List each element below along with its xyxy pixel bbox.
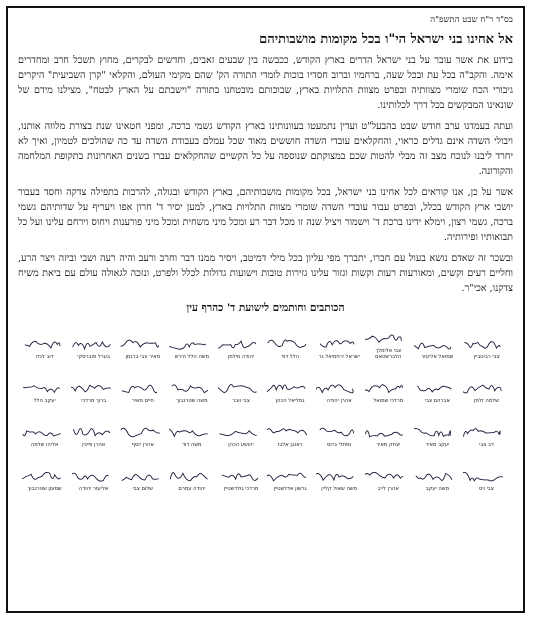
handwritten-signature-scribble — [169, 423, 215, 441]
signer-name: שלמה זלמן — [474, 398, 499, 404]
signature — [413, 467, 462, 492]
signer-name: נפתלי גרוס — [327, 442, 352, 448]
handwritten-signature-scribble — [414, 467, 460, 485]
signer-name: שמואל אליעזר — [421, 354, 454, 360]
signature — [216, 467, 265, 492]
handwritten-signature-scribble — [71, 423, 117, 441]
signatures-area — [18, 320, 513, 498]
handwritten-signature-scribble — [365, 467, 411, 485]
signature-row — [18, 452, 513, 492]
signature — [118, 379, 167, 404]
signature — [266, 335, 315, 360]
handwritten-signature-scribble — [169, 467, 215, 485]
handwritten-signature-scribble — [365, 329, 411, 347]
signer-name: אהרן יהודה — [326, 398, 352, 404]
signature — [413, 379, 462, 404]
signature — [462, 423, 511, 448]
signer-name: שמעון שטרנבוך — [27, 486, 62, 492]
signer-name: בערל פוברסקי — [77, 354, 110, 360]
signature — [69, 335, 118, 360]
signature — [118, 423, 167, 448]
signature — [167, 423, 216, 448]
signer-name: משה שאול קליין — [321, 486, 358, 492]
signature — [462, 379, 511, 404]
signer-name: ברוך מרדכי — [81, 398, 107, 404]
signer-name: אהרן יוסף — [131, 442, 154, 448]
signature — [118, 467, 167, 492]
handwritten-signature-scribble — [218, 335, 264, 353]
signer-name: דוב לנדו — [35, 354, 54, 360]
signer-name: חיים מאיר — [131, 398, 154, 404]
signer-name: יעקב מאיר — [425, 442, 450, 448]
signer-name: יעקב הלל — [33, 398, 56, 404]
handwritten-signature-scribble — [120, 423, 166, 441]
handwritten-signature-scribble — [267, 379, 313, 397]
paragraph-3: אשר על כן, אנו קוראים לכל אחינו בני ישראל, בכל מקומות מושבותיהם, בארץ הקודש ובגולה, להרבות בתפילה צדקה וחסד בעבור יושבי ארץ הקודש בכלל, ובפרט עבור עובדי השדה שומרי מצוות התלויות בארץ, למען יסיר ד' חרון אפו ויעריף על שדותיהם גשמי ברכה, גשמי רצון, וימלא ידינו ברכת ד' וישמור ויציל שנה זו מכל דבר רע ומכל מיני משחית ומכל מיני פורענות ויחוס וירחם עלינו ועל כל תבואותיו ופירותיה. — [18, 187, 513, 243]
signature-row — [18, 320, 513, 360]
signature — [167, 379, 216, 404]
signer-name: צבי רבינוביץ — [473, 354, 500, 360]
handwritten-signature-scribble — [22, 467, 68, 485]
paragraph-1: בידוע את אשר עובר על בני ישראל הדרים בארץ הקודש, ככבשה בין שבעים זאבים, וחדשים לבקרים, מחוץ תשכל חרב ומחדרים אימה. והקב"ה בכל עת ובכל שעה, ברחמיו וברוב חסדיו בוכות לומדי התורה הק' שהם מקימי העולם, והקלאי "קרן השביעית" היקרים גיבורי הכח שומרי מצוותיה ובפרט מצוות התלויות בארץ, שבוכותם מובטחנו בתורה "וישבתם על הארץ לבטח", מצילנו מידם של שונאינו המבקשים בכל דרך לכלותינו. — [18, 55, 513, 111]
letter-title: אל אחינו בני ישראל הי"ו בכל מקומות מושבותיהם — [259, 32, 513, 47]
signer-name: יהושע הכהן — [228, 442, 254, 448]
signature — [364, 423, 413, 448]
handwritten-signature-scribble — [22, 423, 68, 441]
handwritten-signature-scribble — [414, 335, 460, 353]
signer-name: הלל דוד — [281, 354, 300, 360]
signature — [69, 467, 118, 492]
handwritten-signature-scribble — [22, 335, 68, 353]
handwritten-signature-scribble — [22, 379, 68, 397]
signature — [364, 329, 413, 360]
signature — [315, 467, 364, 492]
handwritten-signature-scribble — [267, 467, 313, 485]
signature — [364, 467, 413, 492]
signature — [20, 467, 69, 492]
signer-name: צבי אלימלך הלברשטאם — [375, 348, 402, 360]
signature — [266, 467, 315, 492]
handwritten-signature-scribble — [414, 379, 460, 397]
handwritten-signature-scribble — [463, 467, 509, 485]
signature — [20, 379, 69, 404]
signer-name: משה דוד — [182, 442, 202, 448]
signature-row — [18, 408, 513, 448]
handwritten-signature-scribble — [267, 423, 313, 441]
handwritten-signature-scribble — [120, 379, 166, 397]
letter-page — [6, 6, 525, 613]
paragraph-2: ועתה בעמדנו ערב חודש שבט בהבעל"ט ועדין נתמעטו בעוונותינו בארץ הקודש גשמי ברכה, ומפני חטאינו שנת בצורת מלווה אותנו, ויבולי השדה אינם גדלים כראוי, והחקלאים עובדי השדה חוששים מאוד שכל עמלם בעבודת השדה עד כה שהולכים לטמיון, ואיך לא יחרד ליבנו לנוכח מצב זה מבלי להטות שכם במצוקתם שנוספה על כל הקשיים שהחקלאים עברו בשנים האחרונות בתקופת המלחמה והקורונה. — [18, 121, 513, 177]
handwritten-signature-scribble — [267, 335, 313, 353]
handwritten-signature-scribble — [316, 467, 362, 485]
handwritten-signature-scribble — [463, 423, 509, 441]
signature — [216, 335, 265, 360]
signer-name: מרדכי שמואל — [373, 398, 404, 404]
letter-header-date: בס"ד ר"ח שבט התשפ"ה — [430, 15, 513, 25]
handwritten-signature-scribble — [218, 379, 264, 397]
signature — [118, 335, 167, 360]
signature — [462, 467, 511, 492]
signer-name: גרשון אדלשטיין — [273, 486, 307, 492]
signature — [413, 423, 462, 448]
handwritten-signature-scribble — [71, 467, 117, 485]
signer-name: צבי ויס — [479, 486, 494, 492]
signature — [167, 335, 216, 360]
signature-row — [18, 364, 513, 404]
signature — [216, 423, 265, 448]
signer-name: אהרן פייגין — [82, 442, 106, 448]
handwritten-signature-scribble — [120, 335, 166, 353]
handwritten-signature-scribble — [169, 335, 215, 353]
handwritten-signature-scribble — [71, 379, 117, 397]
signature — [266, 379, 315, 404]
signer-name: ישראל ירחמיאל גר — [318, 354, 360, 360]
signature — [20, 335, 69, 360]
signer-name: אברהם צבי — [424, 398, 450, 404]
signature — [315, 335, 364, 360]
handwritten-signature-scribble — [365, 423, 411, 441]
signer-name: יצחק מאיר — [376, 442, 401, 448]
handwritten-signature-scribble — [414, 423, 460, 441]
handwritten-signature-scribble — [463, 379, 509, 397]
signature — [462, 335, 511, 360]
handwritten-signature-scribble — [316, 379, 362, 397]
handwritten-signature-scribble — [71, 335, 117, 353]
signer-name: דב צבי — [479, 442, 494, 448]
handwritten-signature-scribble — [316, 423, 362, 441]
handwritten-signature-scribble — [463, 335, 509, 353]
signer-name: אליעזר יהודה — [79, 486, 109, 492]
handwritten-signature-scribble — [316, 335, 362, 353]
signature — [266, 423, 315, 448]
signature — [315, 423, 364, 448]
signature — [315, 379, 364, 404]
signature — [216, 379, 265, 404]
signer-name: גמליאל הכהן — [275, 398, 305, 404]
signer-name: שלום צבי — [132, 486, 153, 492]
signer-name: משה יעקב — [425, 486, 450, 492]
signer-name: יהודה עמרם — [178, 486, 206, 492]
signature — [167, 467, 216, 492]
signer-name: צבי וובר — [232, 398, 250, 404]
handwritten-signature-scribble — [218, 467, 264, 485]
signers-title: הכותבים וחותמים לישועת ד' כהרף עין — [186, 302, 345, 314]
handwritten-signature-scribble — [365, 379, 411, 397]
signer-name: אליהו שלמה — [30, 442, 59, 448]
signer-name: אהרן לייב — [377, 486, 399, 492]
signer-name: מאיר צבי ברגמן — [125, 354, 161, 360]
signature — [69, 423, 118, 448]
handwritten-signature-scribble — [218, 423, 264, 441]
signer-name: משה הלל הירש — [174, 354, 210, 360]
signature — [364, 379, 413, 404]
signer-name: ראובן אלבז — [277, 442, 303, 448]
signer-name: משה שטרנבוך — [176, 398, 208, 404]
signature — [20, 423, 69, 448]
signer-name: יהודה סילמן — [227, 354, 255, 360]
paragraph-4: ובשכר זה שאדם נושא בעול עם חברו, יתברך מפי עליון בכל מילי דמיטב, ויסיר ממנו דבר וחרב ורעב והיה רעה ושבי וביזה ויצר הרע, וחליים רעים וקשים, ומאורעות רעות וקשות וגזור עלינו גזירות טובות וישועות גדולות לכלל ולפרט, ונזכה לגאולה עולם עם ביאת משיח צדקנו, אכי"ר. — [18, 253, 513, 294]
handwritten-signature-scribble — [169, 379, 215, 397]
signature — [413, 335, 462, 360]
handwritten-signature-scribble — [120, 467, 166, 485]
signature — [69, 379, 118, 404]
signer-name: מרדכי גולדשטיין — [223, 486, 259, 492]
